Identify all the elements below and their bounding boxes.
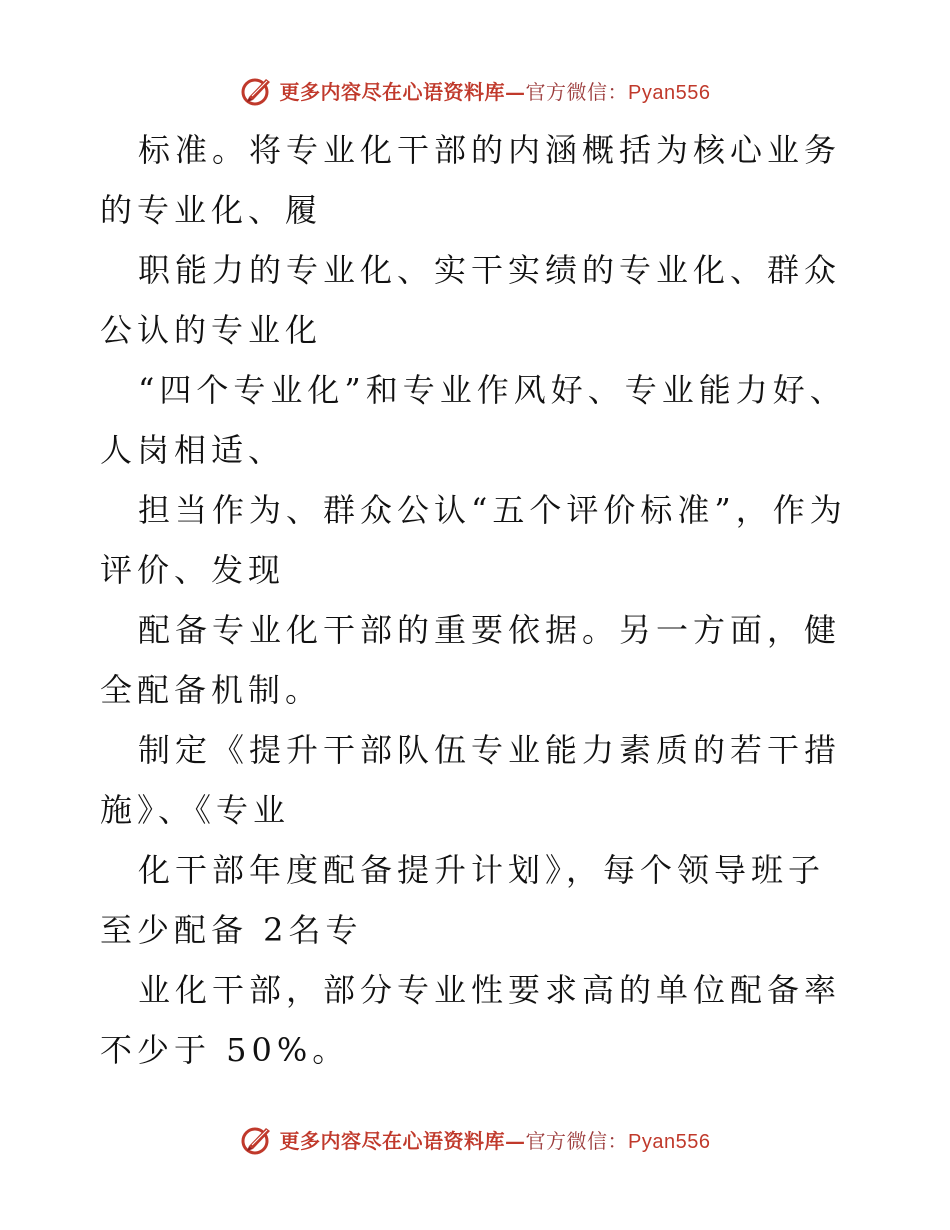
header-banner-dash: —	[505, 79, 526, 104]
quill-pen-logo-icon	[240, 1122, 274, 1156]
document-body	[100, 120, 860, 1080]
footer-banner-main: 更多内容尽在心语资料库	[279, 1128, 506, 1153]
header-banner	[0, 70, 950, 110]
footer-banner-id: Pyan556	[628, 1130, 711, 1153]
paragraph-3: “四个专业化”和专业作风好、专业能力好、人岗相适、	[100, 371, 847, 469]
quill-pen-logo-icon	[240, 73, 274, 107]
footer-banner	[0, 1119, 950, 1159]
paragraph-7: 化干部年度配备提升计划》，每个领导班子至少配备 2名专	[100, 851, 826, 949]
footer-banner-dash: —	[505, 1128, 526, 1153]
paragraph-8: 业化干部，部分专业性要求高的单位配备率不少于 50%。	[100, 971, 842, 1069]
footer-banner-text	[280, 1125, 711, 1154]
header-banner-official: 官方微信：	[525, 79, 629, 104]
footer-banner-official: 官方微信：	[525, 1128, 629, 1153]
paragraph-6: 制定《提升干部队伍专业能力素质的若干措施》、《专业	[100, 731, 842, 829]
header-banner-text	[280, 76, 711, 105]
header-banner-main: 更多内容尽在心语资料库	[279, 79, 506, 104]
paragraph-4: 担当作为、群众公认“五个评价标准”，作为评价、发现	[100, 491, 847, 589]
paragraph-5: 配备专业化干部的重要依据。另一方面，健全配备机制。	[100, 611, 842, 709]
header-banner-id: Pyan556	[628, 81, 711, 104]
paragraph-1: 标准。将专业化干部的内涵概括为核心业务的专业化、履	[100, 131, 842, 229]
paragraph-2: 职能力的专业化、实干实绩的专业化、群众公认的专业化	[100, 251, 842, 349]
